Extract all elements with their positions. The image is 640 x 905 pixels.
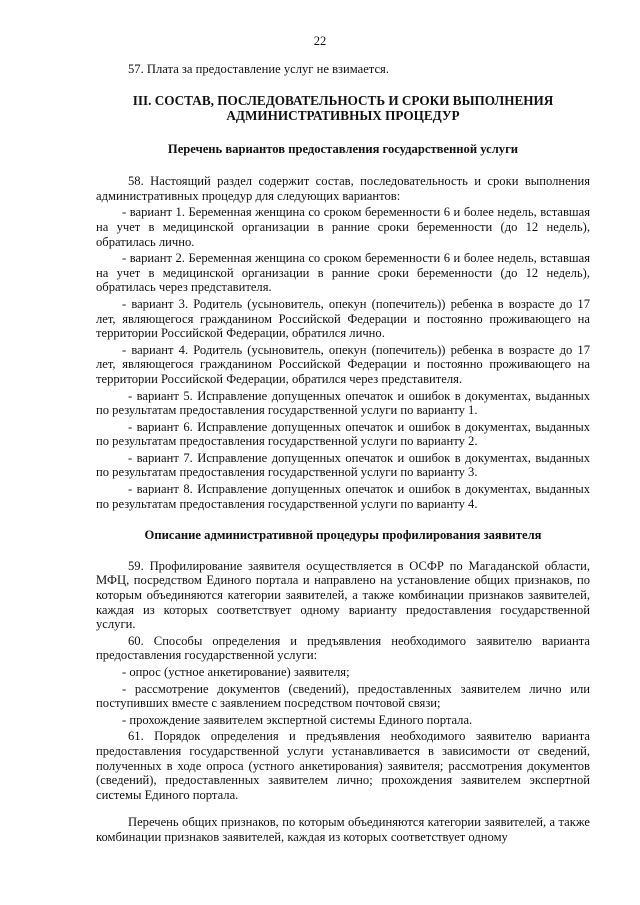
variant-1: - вариант 1. Беременная женщина со сроком беременности 6 и более недель, вставшая на учет в медицинской организации в ранние сроки беременности (до 12 недель), обратилась лично. (96, 205, 590, 249)
section-heading-line-2: АДМИНИСТРАТИВНЫХ ПРОЦЕДУР (226, 107, 460, 123)
method-2: - рассмотрение документов (сведений), предоставленных заявителем лично или поступивших вместе с заявлением посредством почтовой связи; (96, 681, 590, 711)
paragraph-58: 58. Настоящий раздел содержит состав, последовательность и сроки выполнения административных процедур для следующих вариантов: (96, 174, 590, 203)
document-body (96, 62, 590, 845)
section-heading (96, 93, 590, 123)
method-1: - опрос (устное анкетирование) заявителя; (122, 665, 350, 679)
variant-7: - вариант 7. Исправление допущенных опечаток и ошибок в документах, выданных по результатам предоставления государственной услуги по варианту 3. (96, 450, 590, 480)
paragraph-60: 60. Способы определения и предъявления необходимого заявителю варианта предоставления государственной услуги: (96, 633, 590, 663)
variant-4: - вариант 4. Родитель (усыновитель, опекун (попечитель)) ребенка в возрасте до 17 лет, являющегося гражданином Российской Федерации и постоянно проживающего на территории Российской Федерации, обратился через представителя. (96, 342, 590, 386)
section-heading-line-1: III. СОСТАВ, ПОСЛЕДОВАТЕЛЬНОСТЬ И СРОКИ ВЫПОЛНЕНИЯ (132, 92, 554, 108)
method-3: - прохождение заявителем экспертной системы Единого портала. (122, 712, 473, 727)
variant-5: - вариант 5. Исправление допущенных опечаток и ошибок в документах, выданных по результатам предоставления государственной услуги по варианту 1. (96, 388, 590, 418)
paragraph-continuation: Перечень общих признаков, по которым объединяются категории заявителей, а также комбинации признаков заявителей, каждая из которых соответствует одному (96, 815, 590, 844)
paragraph-57: 57. Плата за предоставление услуг не взимается. (128, 62, 390, 76)
variant-3: - вариант 3. Родитель (усыновитель, опекун (попечитель)) ребенка в возрасте до 17 лет, являющегося гражданином Российской Федерации и постоянно проживающего на территории Российской Федерации, обратился лично. (96, 296, 590, 341)
subheading-profiling: Описание административной процедуры профилирования заявителя (144, 528, 542, 543)
paragraph-59: 59. Профилирование заявителя осуществляется в ОСФР по Магаданской области, МФЦ, посредством Единого портала и направлено на установление общих признаков, по которым объединяются категории заявителей, а также комбинации признаков заявителей, каждая из которых соответствует одному варианту предоставления государственной услуги. (96, 558, 590, 632)
page-number: 22 (313, 34, 327, 48)
variant-6: - вариант 6. Исправление допущенных опечаток и ошибок в документах, выданных по результатам предоставления государственной услуги по варианту 2. (96, 419, 590, 449)
variant-2: - вариант 2. Беременная женщина со сроком беременности 6 и более недель, вставшая на учет в медицинской организации в ранние сроки беременности (до 12 недель), обратилась через представителя. (96, 251, 590, 295)
paragraph-61: 61. Порядок определения и предъявления необходимого заявителю варианта предоставления государственной услуги устанавливается в зависимости от сведений, полученных в ходе опроса (устного анкетирования) заявителя; рассмотрения документов (сведений), предоставленных заявителем лично; прохождения заявителем экспертной системы Единого портала. (96, 729, 590, 802)
variant-8: - вариант 8. Исправление допущенных опечаток и ошибок в документах, выданных по результатам предоставления государственной услуги по варианту 4. (96, 482, 590, 511)
subheading-variants: Перечень вариантов предоставления государственной услуги (167, 141, 519, 156)
